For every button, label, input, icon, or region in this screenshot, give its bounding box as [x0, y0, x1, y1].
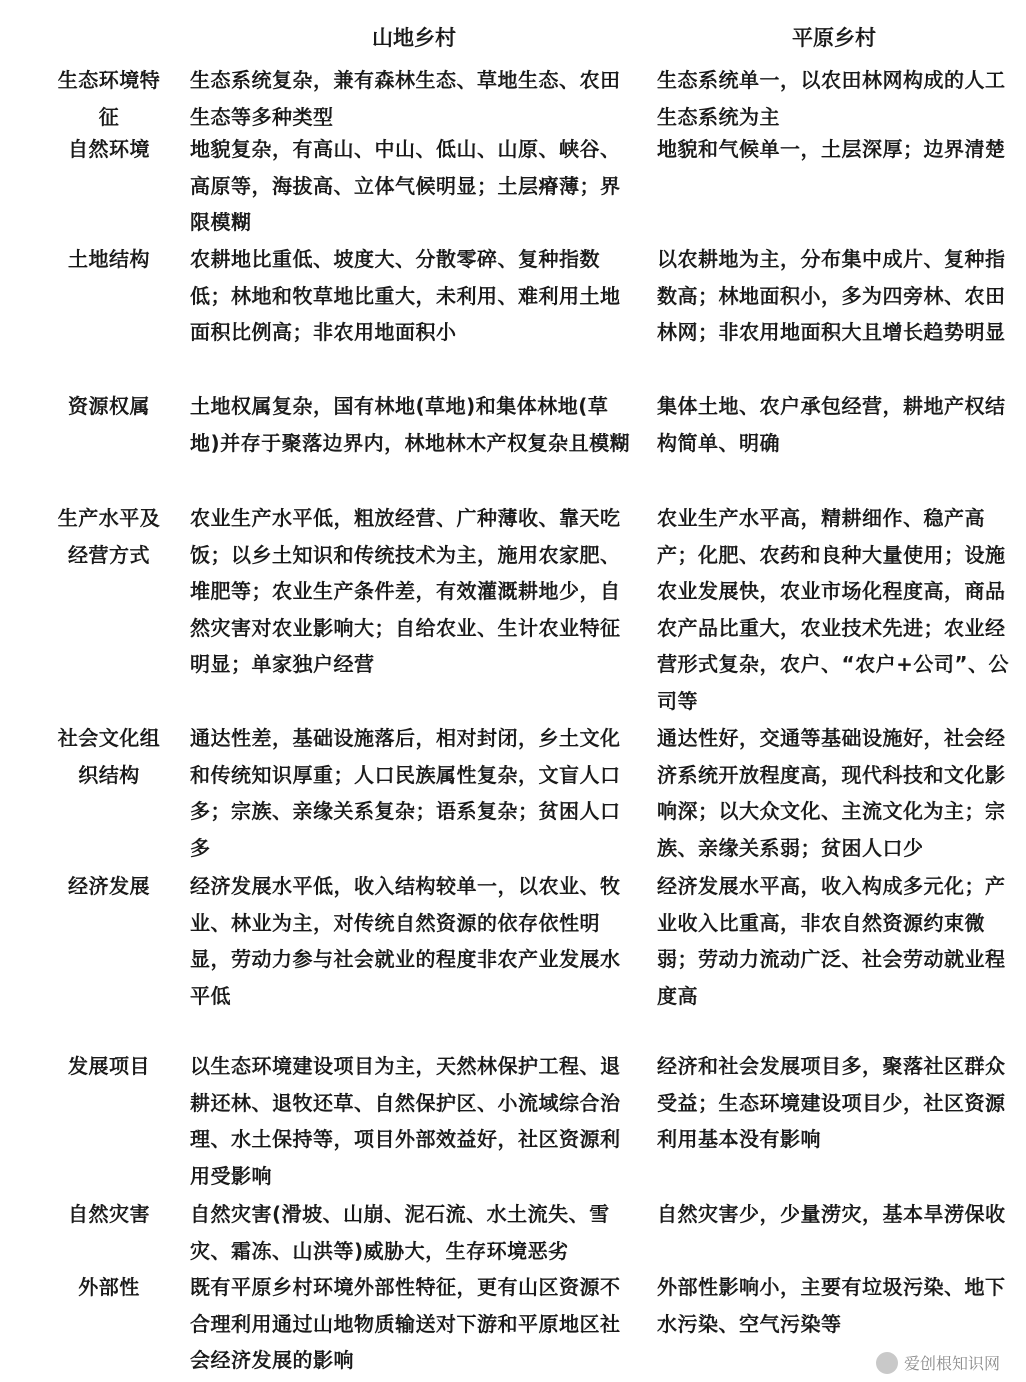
- mountain-cell: 农耕地比重低、坡度大、分散零碎、复种指数低；林地和牧草地比重大，未利用、难利用土地面积比例高；非农用地面积小: [190, 247, 621, 344]
- row-label: 自然灾害: [68, 1202, 150, 1226]
- mountain-cell: 土地权属复杂，国有林地(草地)和集体林地(草地)并存于聚落边界内，林地林木产权复杂且模糊: [190, 394, 631, 455]
- row-label: 土地结构: [68, 247, 150, 271]
- plain-cell: 经济和社会发展项目多，聚落社区群众受益；生态环境建设项目少，社区资源利用基本没有影响: [657, 1054, 1006, 1151]
- plain-cell: 农业生产水平高，精耕细作、稳产高产；化肥、农药和良种大量使用；设施农业发展快，农业市场化程度高，商品农产品比重大，农业技术先进；农业经营形式复杂，农户、“农户+公司”、公司等: [657, 506, 1010, 713]
- plain-cell: 地貌和气候单一，土层深厚；边界清楚: [657, 137, 1006, 161]
- header-mountain-village: 山地乡村: [372, 26, 456, 50]
- mountain-cell: 通达性差，基础设施落后，相对封闭，乡土文化和传统知识厚重；人口民族属性复杂，文盲人口多；宗族、亲缘关系复杂；语系复杂；贫困人口多: [190, 726, 621, 860]
- row-label: 发展项目: [68, 1054, 150, 1078]
- row-label: 生产水平及经营方式: [57, 506, 161, 567]
- plain-cell: 以农耕地为主，分布集中成片、复种指数高；林地面积小，多为四旁林、农田林网；非农用地面积大且增长趋势明显: [657, 247, 1006, 344]
- mountain-cell: 农业生产水平低，粗放经营、广种薄收、靠天吃饭；以乡土知识和传统技术为主，施用农家肥、堆肥等；农业生产条件差，有效灌溉耕地少，自然灾害对农业影响大；自给农业、生计农业特征明显；单家独户经营: [190, 506, 621, 676]
- mountain-cell: 经济发展水平低，收入结构较单一，以农业、牧业、林业为主，对传统自然资源的依存依性明显，劳动力参与社会就业的程度非农产业发展水平低: [190, 874, 621, 1008]
- plain-cell: 生态系统单一，以农田林网构成的人工生态系统为主: [657, 68, 1006, 129]
- site-watermark: [876, 1351, 1000, 1374]
- plain-cell: 集体土地、农户承包经营，耕地产权结构简单、明确: [657, 394, 1006, 455]
- mountain-cell: 以生态环境建设项目为主，天然林保护工程、退耕还林、退牧还草、自然保护区、小流域综合治理、水土保持等，项目外部效益好，社区资源利用受影响: [190, 1054, 621, 1188]
- row-label: 社会文化组织结构: [57, 726, 161, 787]
- plain-cell: 通达性好，交通等基础设施好，社会经济系统开放程度高，现代科技和文化影响深；以大众文化、主流文化为主；宗族、亲缘关系弱；贫困人口少: [657, 726, 1006, 860]
- row-label: 生态环境特征: [57, 68, 161, 129]
- plain-cell: 经济发展水平高，收入构成多元化；产业收入比重高，非农自然资源约束微弱；劳动力流动广泛、社会劳动就业程度高: [657, 874, 1006, 1008]
- row-label: 自然环境: [68, 137, 150, 161]
- mountain-cell: 既有平原乡村环境外部性特征，更有山区资源不合理利用通过山地物质输送对下游和平原地区社会经济发展的影响: [190, 1275, 621, 1372]
- table-header: [0, 22, 1026, 56]
- watermark-logo-icon: [876, 1352, 898, 1374]
- watermark-text: 爱创根知识网: [903, 1354, 1000, 1373]
- mountain-cell: 自然灾害(滑坡、山崩、泥石流、水土流失、雪灾、霜冻、山洪等)威胁大，生存环境恶劣: [190, 1202, 610, 1263]
- plain-cell: 外部性影响小，主要有垃圾污染、地下水污染、空气污染等: [657, 1275, 1006, 1336]
- plain-cell: 自然灾害少，少量涝灾，基本旱涝保收: [657, 1202, 1006, 1226]
- mountain-cell: 地貌复杂，有高山、中山、低山、山原、峡谷、高原等，海拔高、立体气候明显；土层瘠薄；界限模糊: [190, 137, 621, 234]
- header-plain-village: 平原乡村: [792, 26, 876, 50]
- row-label: 资源权属: [68, 394, 150, 418]
- row-label: 外部性: [78, 1275, 140, 1299]
- row-label: 经济发展: [68, 874, 150, 898]
- mountain-cell: 生态系统复杂，兼有森林生态、草地生态、农田生态等多种类型: [190, 68, 621, 129]
